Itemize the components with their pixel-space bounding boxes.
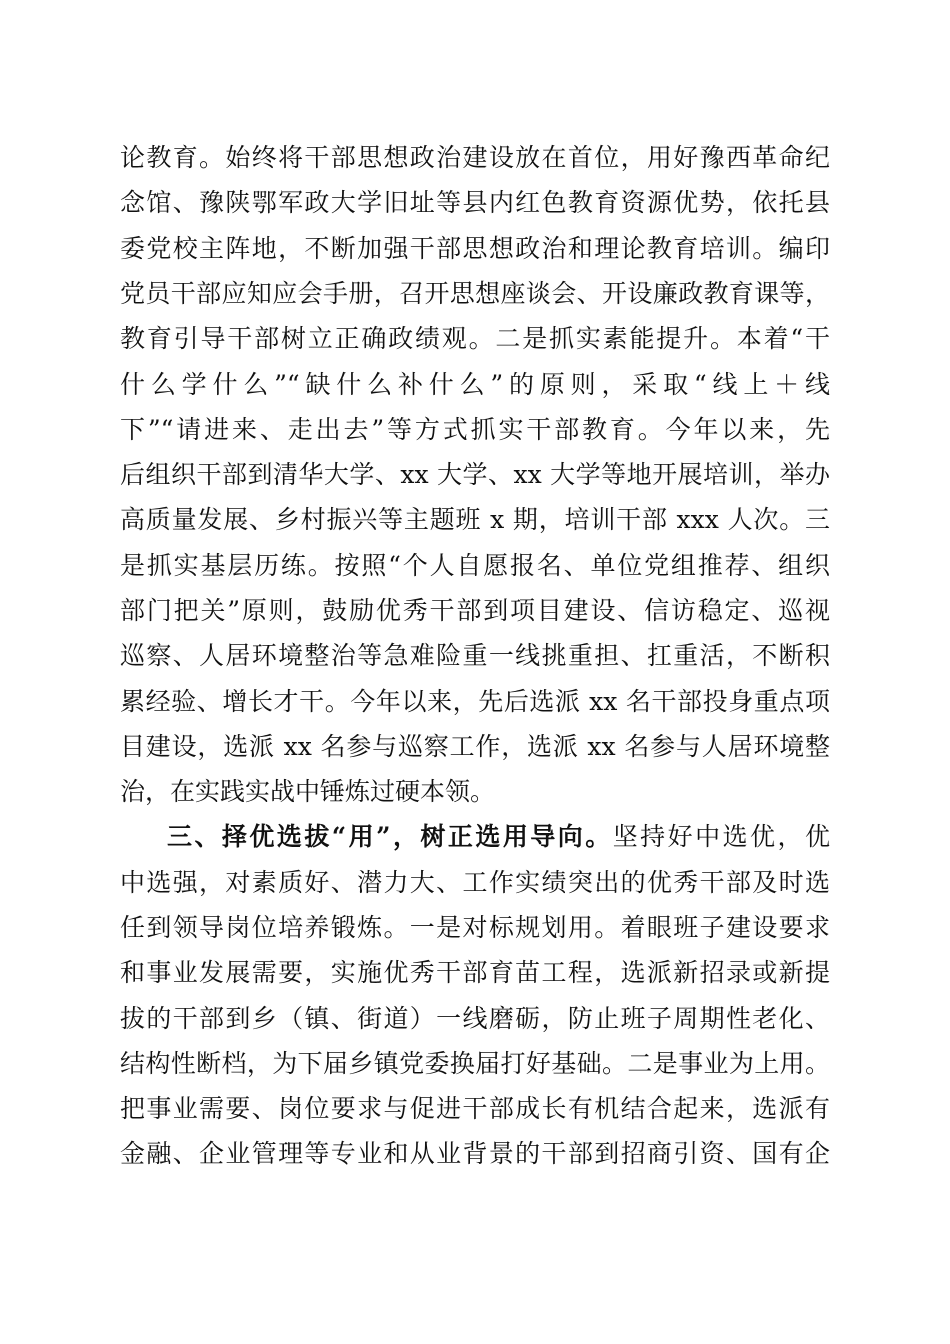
text-line: 下”“请进来、走出去”等方式抓实干部教育。今年以来，先: [120, 415, 830, 444]
text-line: 中选强，对素质好、潜力大、工作实绩突出的优秀干部及时选: [120, 868, 830, 897]
text-line: 高质量发展、乡村振兴等主题班 x 期，培训干部 xxx 人次。三: [120, 505, 830, 534]
text-line: 金融、企业管理等专业和从业背景的干部到招商引资、国有企: [120, 1139, 830, 1168]
text-line: 把事业需要、岗位要求与促进干部成长有机结合起来，选派有: [120, 1094, 830, 1123]
text-line: 什么学什么”“缺什么补什么”的原则，采取“线上＋线: [120, 370, 830, 399]
text-line: 是抓实基层历练。按照“个人自愿报名、单位党组推荐、组织: [120, 551, 830, 580]
text-line: 拔的干部到乡（镇、街道）一线磨砺，防止班子周期性老化、: [120, 1004, 830, 1033]
text-line: 结构性断档，为下届乡镇党委换届打好基础。二是事业为上用。: [120, 1049, 830, 1078]
text-line: 委党校主阵地，不断加强干部思想政治和理论教育培训。编印: [120, 234, 830, 263]
text-line: 部门把关”原则，鼓励优秀干部到项目建设、信访稳定、巡视: [120, 596, 830, 625]
section-heading-line: [167, 817, 830, 857]
text-line: 党员干部应知应会手册，召开思想座谈会、开设廉政教育课等，: [120, 279, 830, 308]
text-line: 目建设，选派 xx 名参与巡察工作，选派 xx 名参与人居环境整: [120, 732, 830, 761]
text-line: 论教育。始终将干部思想政治建设放在首位，用好豫西革命纪: [120, 143, 830, 172]
text-line: 治，在实践实战中锤炼过硬本领。: [120, 777, 496, 806]
text-line: 累经验、增长才干。今年以来，先后选派 xx 名干部投身重点项: [120, 687, 830, 716]
text-line: 和事业发展需要，实施优秀干部育苗工程，选派新招录或新提: [120, 958, 830, 987]
text-line: 巡察、人居环境整治等急难险重一线挑重担、扛重活，不断积: [120, 641, 830, 670]
heading-line-text: 坚持好中选优，优: [612, 822, 830, 851]
text-line: 念馆、豫陕鄂军政大学旧址等县内红色教育资源优势，依托县: [120, 188, 830, 217]
text-line: 教育引导干部树立正确政绩观。二是抓实素能提升。本着“干: [120, 324, 830, 353]
section-heading: 三、择优选拔“用”，树正选用导向。: [167, 822, 613, 851]
text-line: 任到领导岗位培养锻炼。一是对标规划用。着眼班子建设要求: [120, 913, 830, 942]
text-line: 后组织干部到清华大学、xx 大学、xx 大学等地开展培训，举办: [120, 460, 830, 489]
